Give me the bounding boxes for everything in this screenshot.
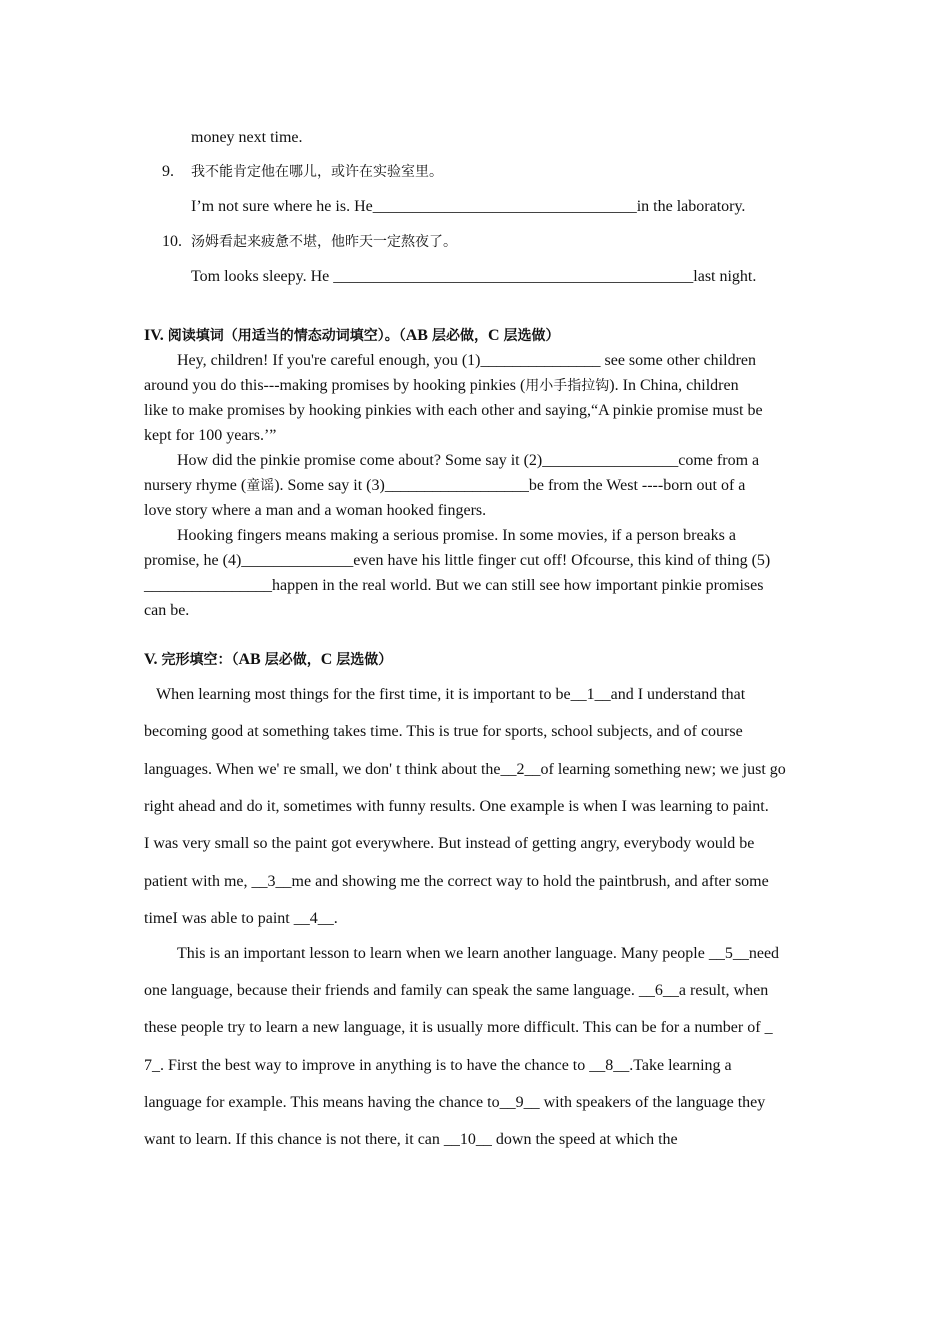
- item10-number: 10.: [162, 233, 182, 250]
- section4-heading: [144, 326, 560, 346]
- section5-optional: 层选做）: [336, 652, 393, 668]
- s4-p2-line2-cn: 童谣: [246, 478, 275, 494]
- s5-line12-a: language for example. This means having the chance to: [144, 1094, 500, 1111]
- s5-line1-a: When learning most things for the first time, it is important to be: [156, 686, 571, 703]
- s5-line3-b: of learning something new; we just go: [540, 761, 786, 778]
- section4-optional: 层选做）: [503, 328, 560, 344]
- s5-line6-a: patient with me,: [144, 873, 252, 890]
- s5-line7: [144, 909, 338, 929]
- cloze-blank-9[interactable]: __9__: [499, 1094, 540, 1111]
- s5-line7-b: .: [333, 910, 338, 927]
- item8-continuation: money next time.: [191, 129, 303, 146]
- cloze-blank-2[interactable]: __2__: [500, 761, 541, 778]
- item10-english-a: Tom looks sleepy. He: [191, 268, 334, 285]
- cloze-blank-7[interactable]: 7_: [144, 1057, 160, 1074]
- section5-heading: [144, 650, 392, 670]
- s4-blank-1[interactable]: Hey, children! If you're careful enough, you (1)_______________: [177, 352, 601, 369]
- s4-p3-line3[interactable]: ________________happen in the real world. But we can still see how important pinkie promises: [144, 577, 764, 594]
- cloze-blank-1[interactable]: __1__: [570, 686, 611, 703]
- s5-line13: [144, 1130, 678, 1150]
- item9-number: 9.: [162, 163, 174, 180]
- s5-line12-b: with speakers of the language they: [539, 1094, 766, 1111]
- s5-line9-a: one language, because their friends and family can speak the same language.: [144, 982, 639, 999]
- s5-line13-b: down the speed at which the: [491, 1131, 678, 1148]
- s5-line7-a: timeI was able to paint: [144, 910, 294, 927]
- s4-p2-line2-a: nursery rhyme (: [144, 477, 247, 494]
- section4-ab: AB: [405, 327, 428, 344]
- section4-c: C: [487, 327, 500, 344]
- item10-english-b: last night.: [693, 268, 757, 285]
- s4-p1-line1-tail: see some other children: [600, 352, 756, 369]
- s4-p1-line2-cn: 用小手指拉钩: [525, 378, 610, 394]
- cloze-blank-7-start[interactable]: _: [764, 1019, 773, 1036]
- s5-line8: [177, 944, 779, 964]
- s4-p3-line1: Hooking fingers means making a serious promise. In some movies, if a person breaks a: [177, 527, 736, 544]
- s5-line11: [144, 1056, 732, 1076]
- s4-p1-line3: like to make promises by hooking pinkies with each other and saying,“A pinkie promise must be: [144, 402, 763, 419]
- s5-line9: [144, 981, 768, 1001]
- cloze-blank-6[interactable]: __6__: [638, 982, 679, 999]
- s5-line6: [144, 872, 769, 892]
- cloze-blank-8[interactable]: __8__: [589, 1057, 630, 1074]
- s5-line6-b: me and showing me the correct way to hold the paintbrush, and after some: [291, 873, 769, 890]
- s5-line12: [144, 1093, 765, 1113]
- item9-chinese: 我不能肯定他在哪儿，或许在实验室里。: [191, 164, 443, 180]
- s4-blank-3[interactable]: ). Some say it (3)__________________be from the West ----born out of a: [274, 477, 746, 494]
- section5-c: C: [320, 651, 333, 668]
- s4-p1-line2-b: ). In China, children: [609, 377, 739, 394]
- s5-line13-a: want to learn. If this chance is not there, it can: [144, 1131, 444, 1148]
- s5-line3-a: languages. When we' re small, we don' t think about the: [144, 761, 501, 778]
- s5-line11-b: .Take learning a: [629, 1057, 732, 1074]
- cloze-blank-5[interactable]: __5__: [708, 945, 749, 962]
- s5-line3: [144, 760, 786, 780]
- s4-p3-line4: can be.: [144, 602, 190, 619]
- item10-blank[interactable]: _____________________________________________: [333, 268, 694, 285]
- s4-p1-line1: [177, 351, 756, 371]
- section5-roman: V.: [144, 651, 158, 668]
- s4-p1-line4: kept for 100 years.’”: [144, 427, 277, 444]
- item9-english: [191, 197, 745, 217]
- item10-chinese: 汤姆看起来疲惫不堪，他昨天一定熬夜了。: [191, 234, 457, 250]
- s5-line2: becoming good at something takes time. This is true for sports, school subjects, and of course: [144, 723, 743, 740]
- cloze-blank-10[interactable]: __10__: [443, 1131, 492, 1148]
- s5-line8-a: This is an important lesson to learn when we learn another language. Many people: [177, 945, 709, 962]
- s4-p2-line1[interactable]: How did the pinkie promise come about? Some say it (2)_________________come from a: [177, 452, 760, 469]
- s5-line5: I was very small so the paint got everywhere. But instead of getting angry, everybody would be: [144, 835, 755, 852]
- s5-line4: right ahead and do it, sometimes with funny results. One example is when I was learning to paint.: [144, 798, 769, 815]
- item9-english-b: in the laboratory.: [636, 198, 746, 215]
- s5-line10-a: these people try to learn a new language, it is usually more difficult. This can be for a number of: [144, 1019, 765, 1036]
- s5-line10: [144, 1018, 773, 1038]
- s4-p3-line2[interactable]: promise, he (4)______________even have his little finger cut off! Ofcourse, this kind of thing (5): [144, 552, 771, 569]
- s4-p2-line2: [144, 476, 745, 496]
- cloze-blank-4[interactable]: __4__: [293, 910, 334, 927]
- s5-line8-b: need: [748, 945, 780, 962]
- section4-title-cn: 阅读填词（用适当的情态动词填空）。（: [167, 328, 406, 344]
- s4-p1-line2-a: around you do this---making promises by hooking pinkies (: [144, 377, 526, 394]
- s4-p2-line3: love story where a man and a woman hooked fingers.: [144, 502, 487, 519]
- item9-english-a: I’m not sure where he is. He: [191, 198, 373, 215]
- section5-required: 层必做，: [264, 652, 321, 668]
- item10-english: [191, 267, 756, 287]
- item9-blank[interactable]: _________________________________: [372, 198, 637, 215]
- s4-p1-line2: [144, 376, 739, 396]
- s5-line11-a: . First the best way to improve in anything is to have the chance to: [160, 1057, 590, 1074]
- s5-line1: [156, 685, 745, 705]
- s5-line9-b: a result, when: [678, 982, 769, 999]
- cloze-blank-3[interactable]: __3__: [251, 873, 292, 890]
- section5-title-cn: 完形填空：（: [161, 652, 239, 668]
- s5-line1-b: and I understand that: [610, 686, 746, 703]
- section4-required: 层必做，: [431, 328, 488, 344]
- section4-roman: IV.: [144, 327, 164, 344]
- section5-ab: AB: [238, 651, 261, 668]
